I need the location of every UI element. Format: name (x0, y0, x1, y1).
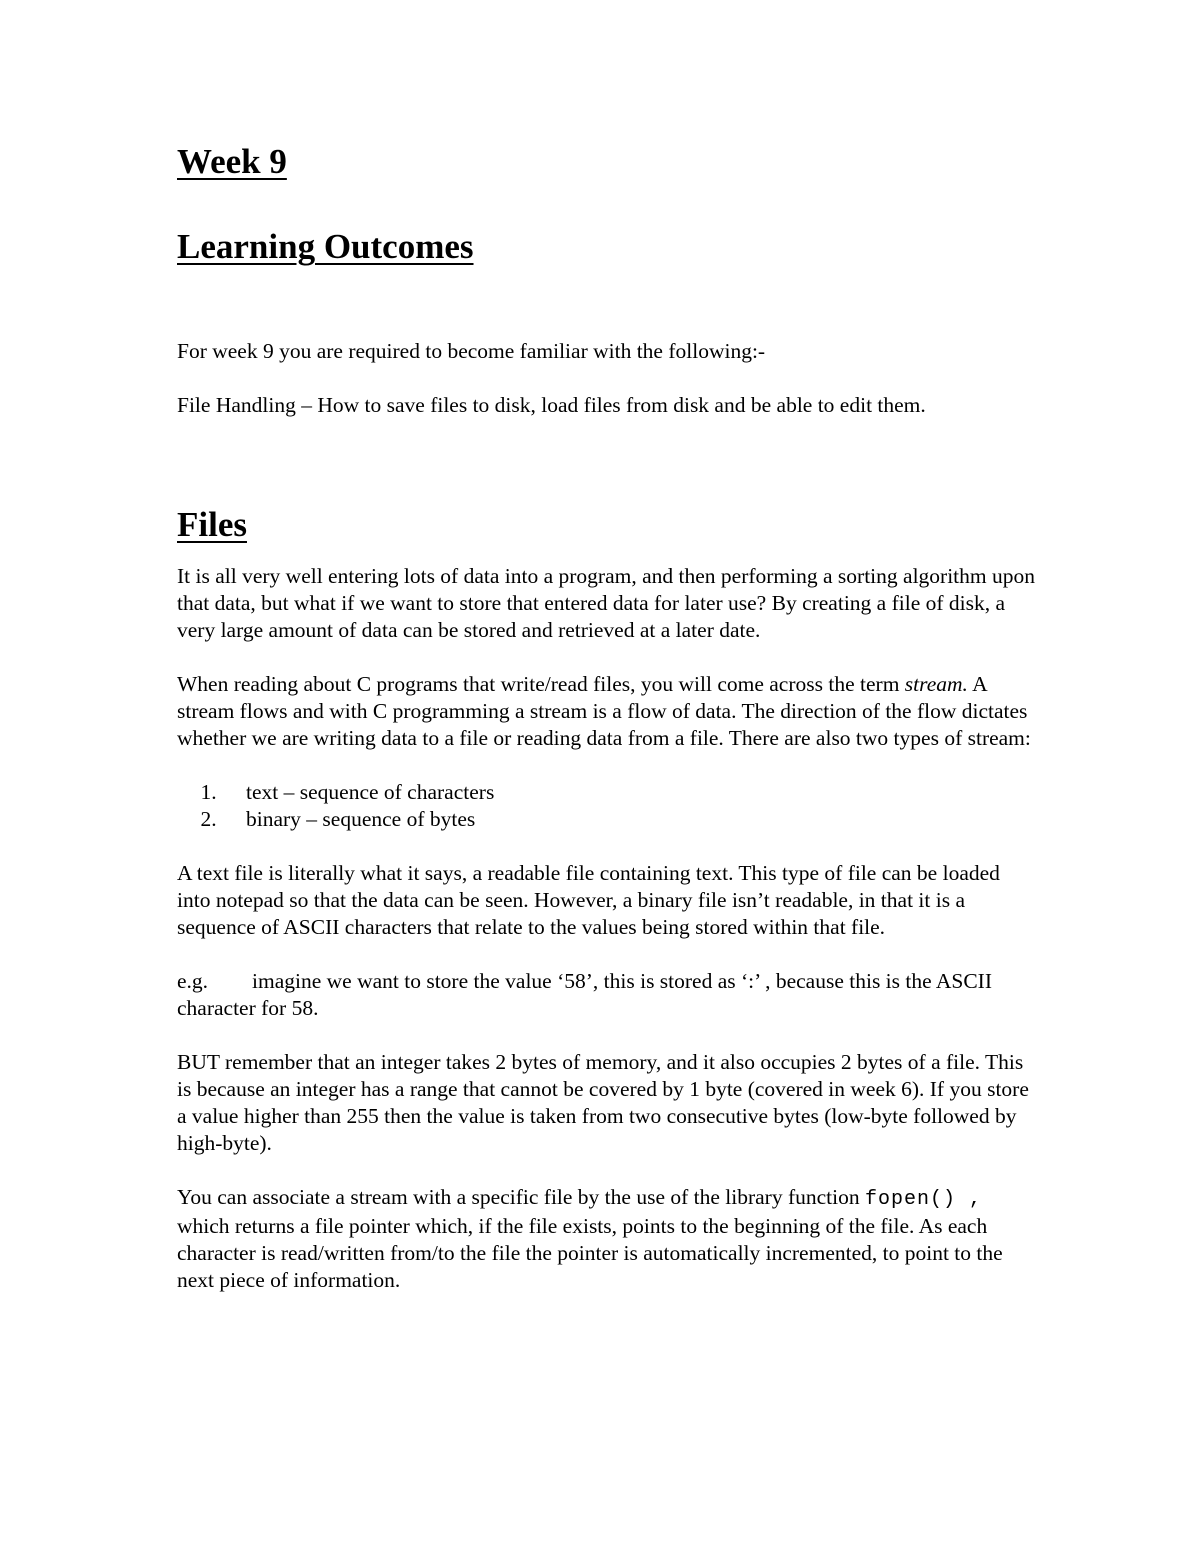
files-paragraph-4: BUT remember that an integer takes 2 bytes of memory, and it also occupies 2 bytes of a file. This is because an integer has a range that cannot be covered by 1 byte (covered in week 6). If you store a value higher than 255 then the value is taken from two consecutive bytes (low-byte followed by high-byte). (177, 1050, 1029, 1155)
stream-types-list (177, 779, 1037, 833)
example-label: e.g. (177, 969, 209, 993)
files-paragraph-2 (177, 671, 1037, 752)
files-heading: Files (177, 505, 247, 544)
files-paragraph-3: A text file is literally what it says, a readable file containing text. This type of file can be loaded into notepad so that the data can be seen. However, a binary file isn’t readable, in that it is a sequence of ASCII characters that relate to the values being stored within that file. (177, 861, 1000, 939)
paragraph-5-text-before: You can associate a stream with a specific file by the use of the library function (177, 1185, 865, 1209)
paragraph-5-text-after: which returns a file pointer which, if the file exists, points to the beginning of the file. As each character is read/written from/to the file the pointer is automatically incremented, to point to the next piece of information. (177, 1214, 1003, 1292)
paragraph-2-text-before: When reading about C programs that write/read files, you will come across the term (177, 672, 905, 696)
files-paragraph-5 (177, 1184, 1037, 1294)
stream-term: stream. (904, 672, 968, 696)
paragraph-2-text-after: A stream flows and with C programming a stream is a flow of data. The direction of the flow dictates whether we are writing data to a file or reading data from a file. There are also two types of stream: (177, 672, 1031, 750)
example-text: imagine we want to store the value ‘58’, this is stored as ‘:’ , because this is the ASCII character for 58. (177, 969, 992, 1020)
learning-outcomes-heading: Learning Outcomes (177, 227, 474, 266)
outcomes-intro: For week 9 you are required to become familiar with the following:- (177, 339, 766, 363)
fopen-code: fopen() , (865, 1188, 983, 1211)
outcomes-file-handling: File Handling – How to save files to disk, load files from disk and be able to edit them. (177, 393, 926, 417)
list-item-text: 1. text – sequence of characters (222, 779, 1037, 806)
files-paragraph-1: It is all very well entering lots of data into a program, and then performing a sorting algorithm upon that data, but what if we want to store that entered data for later use? By creating a file of disk, a very large amount of data can be stored and retrieved at a later date. (177, 564, 1035, 642)
document-content (177, 138, 1037, 1321)
list-item-binary: 2. binary – sequence of bytes (222, 806, 1037, 833)
week-heading: Week 9 (177, 142, 287, 181)
example-paragraph (177, 968, 1037, 1022)
